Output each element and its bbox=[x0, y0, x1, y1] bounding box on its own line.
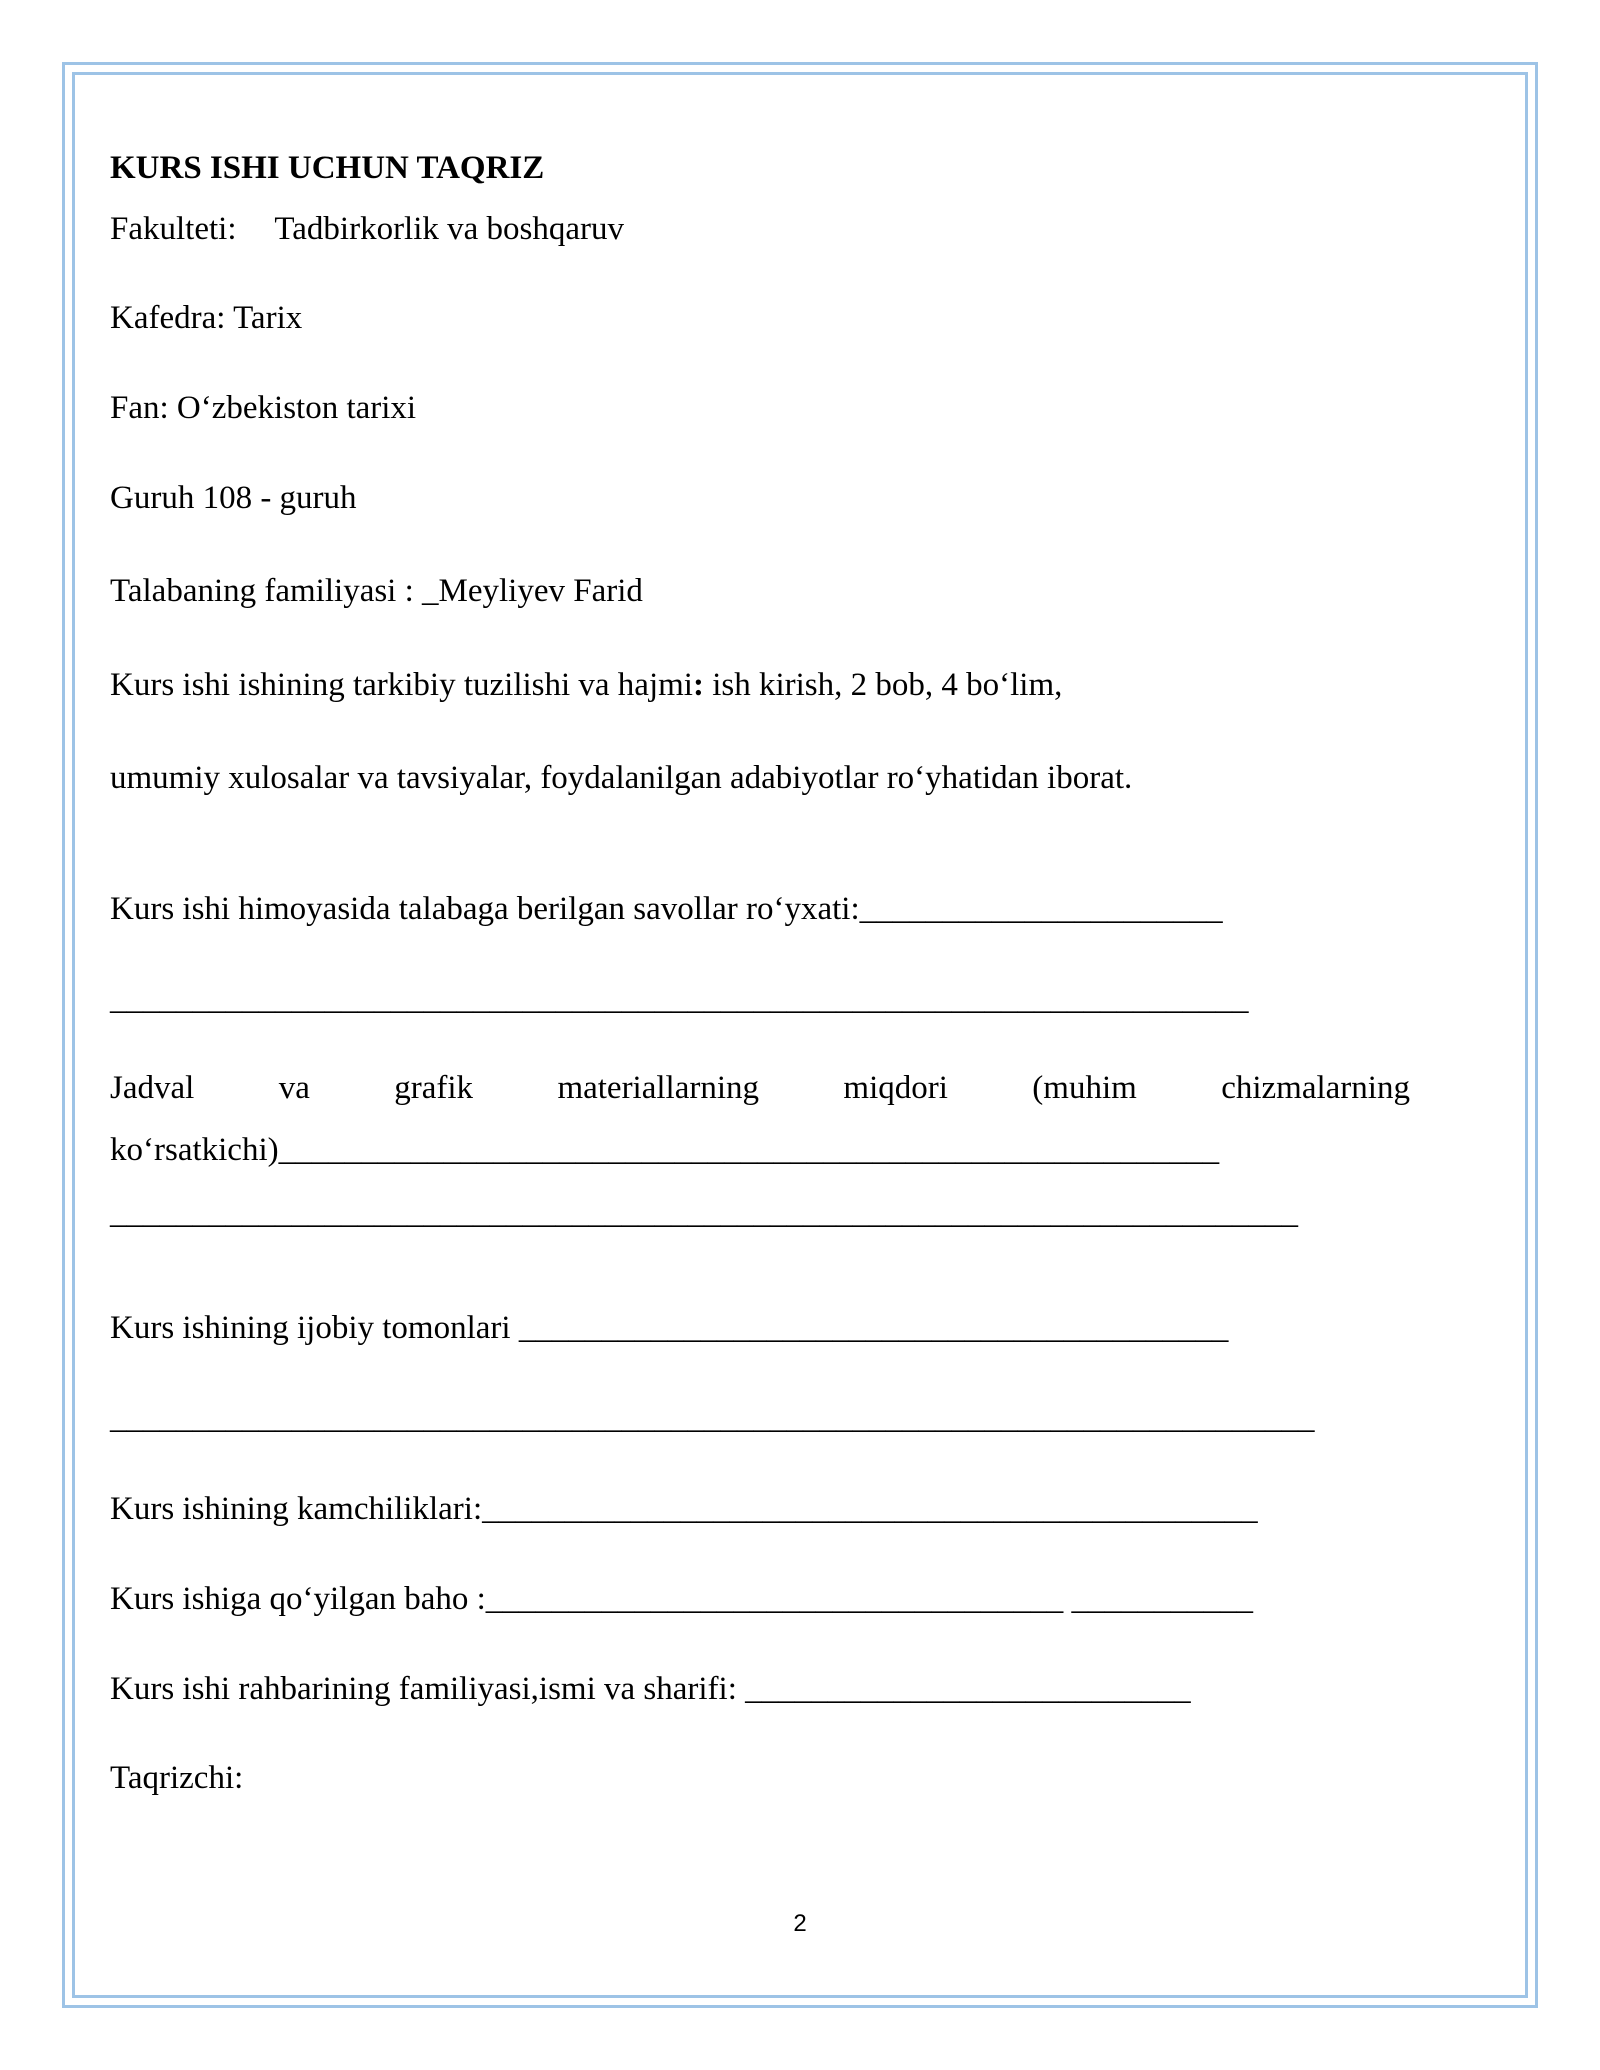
grade-line: Kurs ishiga qo‘yilgan baho :___________________________________ ___________ bbox=[110, 1581, 1254, 1617]
positive-aspects-line: Kurs ishining ijobiy tomonlari ___________________________________________ bbox=[110, 1310, 1229, 1346]
faculty-value: Tadbirkorlik va boshqaruv bbox=[274, 211, 625, 247]
jadval-word: materiallarning bbox=[557, 1070, 760, 1106]
structure-colon: : bbox=[692, 667, 704, 703]
questions-line: Kurs ishi himoyasida talabaga berilgan savollar ro‘yxati:______________________ bbox=[110, 891, 1223, 927]
jadval-word: va bbox=[278, 1070, 310, 1106]
tables-graphics-blank-line: ________________________________________________________________________ bbox=[110, 1195, 1298, 1231]
jadval-word: (muhim bbox=[1032, 1070, 1137, 1106]
reviewer-line: Taqrizchi: bbox=[110, 1760, 244, 1796]
jadval-word: grafik bbox=[394, 1070, 474, 1106]
structure-value: ish kirish, 2 bob, 4 bo‘lim, bbox=[703, 667, 1063, 703]
department-line: Kafedra: Tarix bbox=[110, 300, 303, 336]
page-number: 2 bbox=[793, 1910, 807, 1937]
structure-label: Kurs ishi ishining tarkibiy tuzilishi va hajmi bbox=[110, 667, 693, 703]
tables-graphics-continuation: ko‘rsatkichi)_________________________________________________________ bbox=[110, 1132, 1220, 1168]
jadval-word: chizmalarning bbox=[1221, 1070, 1410, 1106]
shortcomings-line: Kurs ishining kamchiliklari:_______________________________________________ bbox=[110, 1491, 1258, 1527]
jadval-word: Jadval bbox=[110, 1070, 195, 1106]
questions-blank-line: _____________________________________________________________________ bbox=[110, 981, 1249, 1017]
positive-aspects-blank-line: _________________________________________________________________________ bbox=[110, 1400, 1315, 1436]
subject-line: Fan: O‘zbekiston tarixi bbox=[110, 390, 417, 426]
structure-line bbox=[110, 665, 1062, 705]
document-title: KURS ISHI UCHUN TAQRIZ bbox=[110, 150, 545, 186]
student-name-line: Talabaning familiyasi : _Meyliyev Farid bbox=[110, 573, 643, 609]
faculty-line bbox=[110, 209, 624, 249]
supervisor-line: Kurs ishi rahbarining familiyasi,ismi va sharifi: ___________________________ bbox=[110, 1671, 1191, 1707]
page-border-inner bbox=[72, 72, 1528, 1998]
group-line: Guruh 108 - guruh bbox=[110, 480, 357, 516]
jadval-word: miqdori bbox=[843, 1070, 948, 1106]
structure-continuation: umumiy xulosalar va tavsiyalar, foydalanilgan adabiyotlar ro‘yhatidan iborat. bbox=[110, 760, 1133, 796]
faculty-label: Fakulteti: bbox=[110, 211, 237, 247]
tables-graphics-line bbox=[110, 1068, 1410, 1108]
